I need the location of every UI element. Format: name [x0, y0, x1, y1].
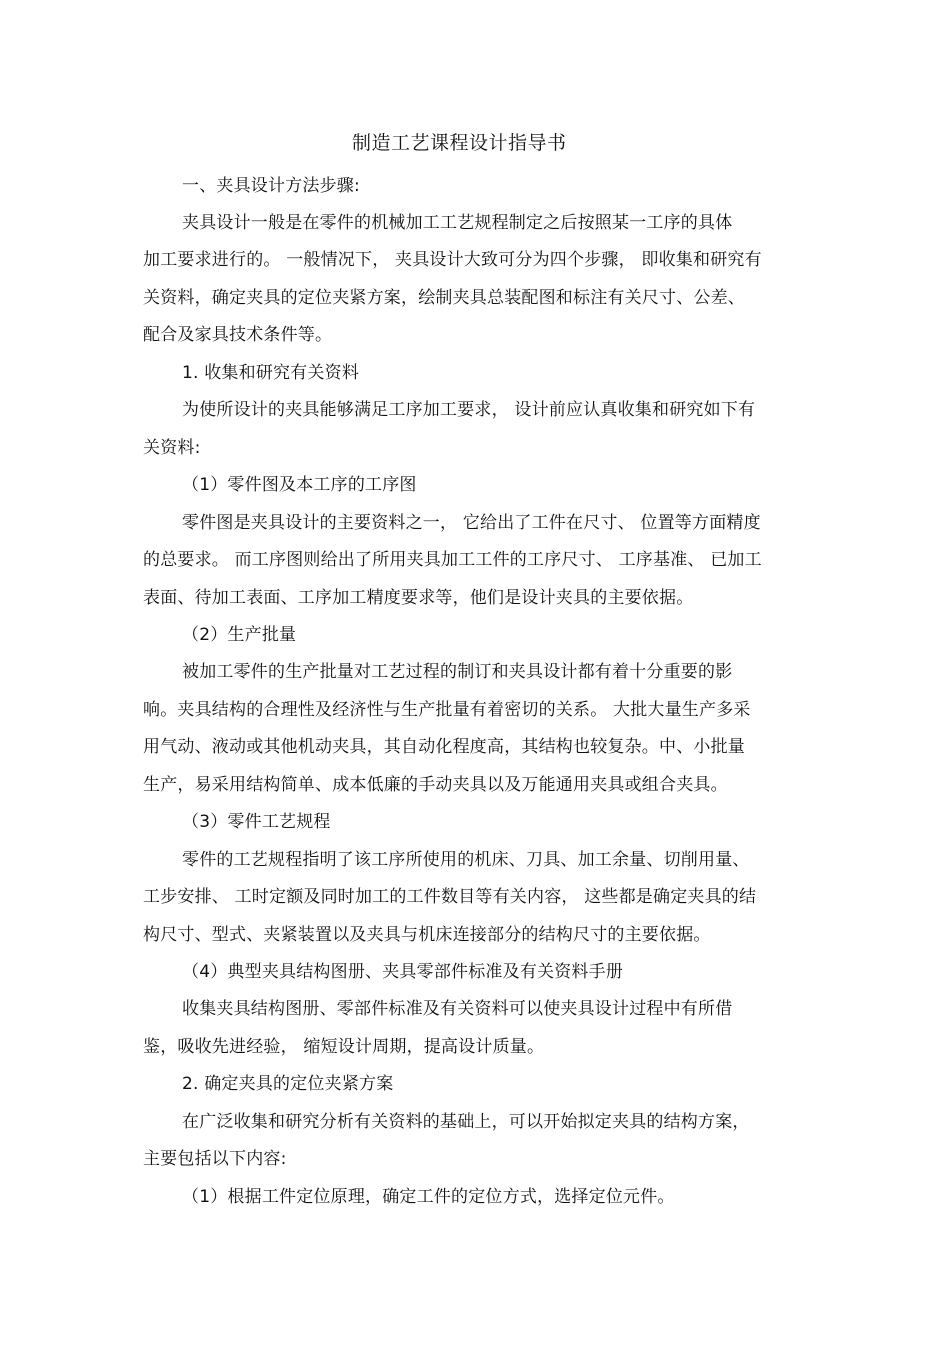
body-line: 夹具设计一般是在零件的机械加工工艺规程制定之后按照某一工序的具体 [182, 213, 733, 233]
body-line: 为使所设计的夹具能够满足工序加工要求， 设计前应认真收集和研究如下有 [182, 400, 756, 420]
body-line: 构尺寸、型式、夹紧装置以及夹具与机床连接部分的结构尺寸的主要依据。 [143, 925, 711, 945]
subsection-heading: 1. 收集和研究有关资料 [182, 363, 360, 383]
body-line: 响。夹具结构的合理性及经济性与生产批量有着密切的关系。 大批大量生产多采 [143, 700, 751, 720]
document-title: 制造工艺课程设计指导书 [352, 132, 567, 154]
body-line: 工步安排、 工时定额及同时加工的工件数目等有关内容， 这些都是确定夹具的结 [143, 887, 757, 907]
body-line: 表面、待加工表面、工序加工精度要求等，他们是设计夹具的主要依据。 [143, 588, 694, 608]
body-line: 生产，易采用结构简单、成本低廉的手动夹具以及万能通用夹具或组合夹具。 [143, 775, 728, 795]
body-line: 鉴，吸收先进经验， 缩短设计周期，提高设计质量。 [143, 1037, 545, 1057]
body-line: 零件图是夹具设计的主要资料之一， 它给出了工件在尺寸、 位置等方面精度 [182, 513, 761, 533]
body-line: 的总要求。 而工序图则给出了所用夹具加工工件的工序尺寸、 工序基准、 已加工 [143, 550, 762, 570]
item-heading: （2）生产批量 [182, 625, 297, 645]
item-heading: （4）典型夹具结构图册、夹具零部件标准及有关资料手册 [182, 962, 624, 982]
body-line: 关资料: [143, 438, 201, 458]
body-line: 收集夹具结构图册、零部件标准及有关资料可以使夹具设计过程中有所借 [182, 999, 733, 1019]
body-line: 主要包括以下内容: [143, 1149, 287, 1169]
body-line: 零件的工艺规程指明了该工序所使用的机床、刀具、加工余量、切削用量、 [182, 850, 750, 870]
section-heading: 一、夹具设计方法步骤: [182, 176, 360, 196]
body-line: 在广泛收集和研究分析有关资料的基础上，可以开始拟定夹具的结构方案， [182, 1112, 750, 1132]
item-heading: （1）根据工件定位原理，确定工件的定位方式，选择定位元件。 [182, 1187, 675, 1207]
item-heading: （1）零件图及本工序的工序图 [182, 475, 417, 495]
body-line: 被加工零件的生产批量对工艺过程的制订和夹具设计都有着十分重要的影 [182, 662, 733, 682]
body-line: 配合及家具技术条件等。 [143, 325, 333, 345]
subsection-heading: 2. 确定夹具的定位夹紧方案 [182, 1074, 394, 1094]
body-line: 用气动、液动或其他机动夹具，其自动化程度高，其结构也较复杂。中、小批量 [143, 737, 745, 757]
body-line: 关资料，确定夹具的定位夹紧方案，绘制夹具总装配图和标注有关尺寸、公差、 [143, 288, 745, 308]
body-line: 加工要求进行的。 一般情况下， 夹具设计大致可分为四个步骤， 即收集和研究有 [143, 250, 762, 270]
item-heading: （3）零件工艺规程 [182, 812, 331, 832]
